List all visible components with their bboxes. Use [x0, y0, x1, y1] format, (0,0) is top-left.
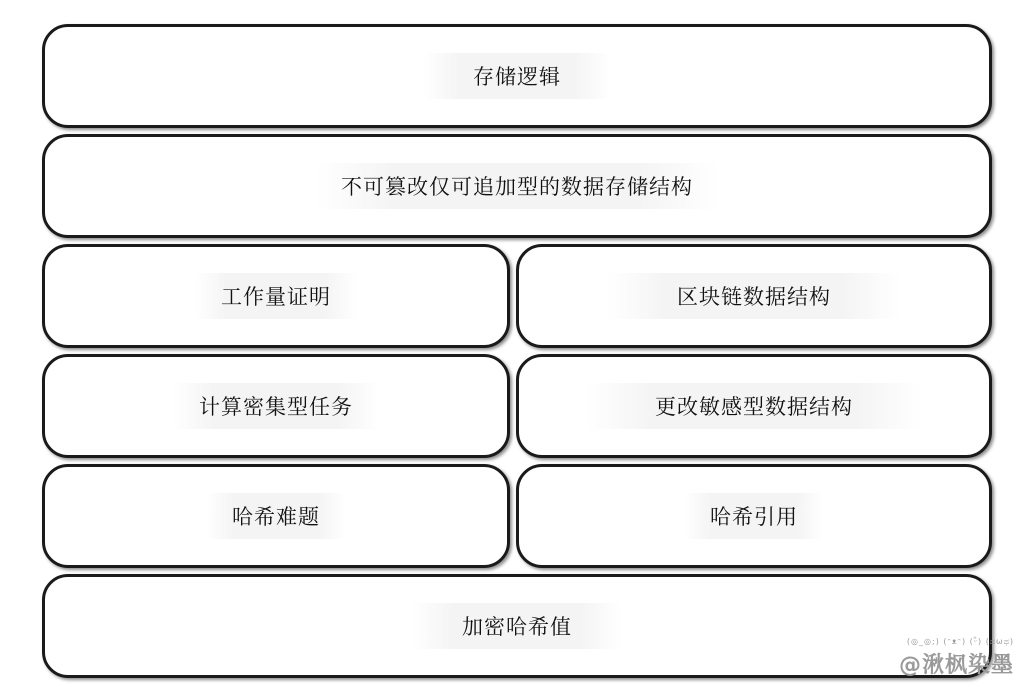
- watermark-emoticons: (◎_◎;) (ᵔᴥᵔ) (ᵕ̈̈) (ಥωಥ): [906, 637, 1014, 646]
- layer-storage-logic-label: 存储逻辑: [423, 53, 611, 99]
- box-hash-reference-label: 哈希引用: [684, 493, 824, 539]
- box-hash-puzzle-label: 哈希难题: [206, 493, 346, 539]
- box-compute-intensive-task: [42, 354, 510, 458]
- box-hash-reference: [516, 464, 992, 568]
- layer-cryptographic-hash: [42, 574, 992, 678]
- box-hash-puzzle: [42, 464, 510, 568]
- box-change-sensitive-structure-label: 更改敏感型数据结构: [585, 383, 923, 429]
- layer-storage-logic: [42, 24, 992, 128]
- box-compute-intensive-task-label: 计算密集型任务: [173, 383, 379, 429]
- box-blockchain-data-structure: [516, 244, 992, 348]
- layer-cryptographic-hash-label: 加密哈希值: [412, 603, 622, 649]
- box-proof-of-work-label: 工作量证明: [195, 273, 357, 319]
- box-change-sensitive-structure: [516, 354, 992, 458]
- watermark: [899, 637, 1014, 679]
- layer-append-only-storage-label: 不可篡改仅可追加型的数据存储结构: [315, 163, 719, 209]
- layer-append-only-storage: [42, 134, 992, 238]
- box-blockchain-data-structure-label: 区块链数据结构: [607, 273, 901, 319]
- watermark-handle: @湫枫染墨: [898, 653, 1014, 678]
- box-proof-of-work: [42, 244, 510, 348]
